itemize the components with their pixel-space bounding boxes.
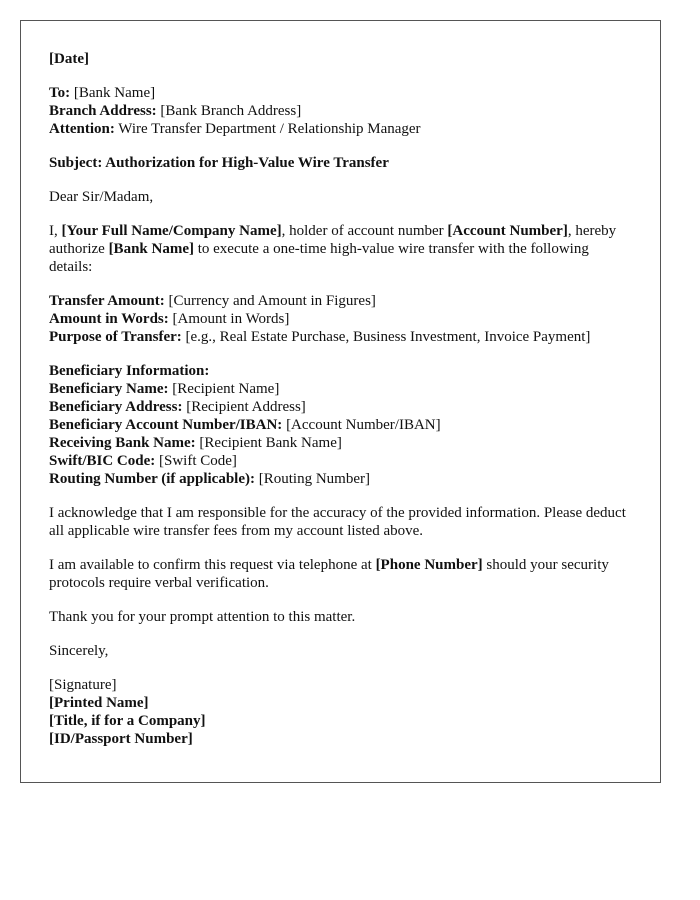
beneficiary-address-value: [Recipient Address] xyxy=(182,399,306,415)
beneficiary-heading: Beneficiary Information: xyxy=(49,363,210,379)
purpose-label: Purpose of Transfer: xyxy=(49,329,182,345)
transfer-details-block xyxy=(49,292,632,346)
confirmation-paragraph xyxy=(49,556,632,592)
signature-placeholder: [Signature] xyxy=(49,677,117,693)
intro-paragraph xyxy=(49,222,632,276)
beneficiary-block xyxy=(49,362,632,488)
intro-account-placeholder: [Account Number] xyxy=(447,223,568,239)
receiving-bank-value: [Recipient Bank Name] xyxy=(195,435,342,451)
intro-text-2: , holder of account number xyxy=(281,223,448,239)
purpose-value: [e.g., Real Estate Purchase, Business Investment, Invoice Payment] xyxy=(181,329,591,345)
date-block xyxy=(49,50,632,68)
purpose-line xyxy=(49,328,632,346)
branch-label: Branch Address: xyxy=(49,103,157,119)
printed-name: [Printed Name] xyxy=(49,695,149,711)
swift-line xyxy=(49,452,632,470)
intro-text-4: to execute a one-time high-value wire transfer with the following details: xyxy=(49,241,589,275)
acknowledgement-paragraph: I acknowledge that I am responsible for the accuracy of the provided information. Please deduct all applicable wire transfer fees from my account listed above. xyxy=(49,505,626,539)
beneficiary-name-value: [Recipient Name] xyxy=(168,381,280,397)
recipient-block xyxy=(49,84,632,138)
attention-line xyxy=(49,120,632,138)
transfer-amount-label: Transfer Amount: xyxy=(49,293,165,309)
confirm-text-2: should your security protocols require verbal verification. xyxy=(49,557,609,591)
closing: Sincerely, xyxy=(49,643,109,659)
beneficiary-account-value: [Account Number/IBAN] xyxy=(282,417,441,433)
signer-title: [Title, if for a Company] xyxy=(49,713,206,729)
beneficiary-account-line xyxy=(49,416,632,434)
transfer-amount-line xyxy=(49,292,632,310)
swift-label: Swift/BIC Code: xyxy=(49,453,156,469)
beneficiary-address-line xyxy=(49,398,632,416)
amount-words-line xyxy=(49,310,632,328)
letter-date: [Date] xyxy=(49,51,89,67)
branch-line xyxy=(49,102,632,120)
to-value: [Bank Name] xyxy=(70,85,156,101)
routing-value: [Routing Number] xyxy=(254,471,370,487)
routing-label: Routing Number (if applicable): xyxy=(49,471,255,487)
transfer-amount-value: [Currency and Amount in Figures] xyxy=(164,293,376,309)
salutation: Dear Sir/Madam, xyxy=(49,189,154,205)
attention-label: Attention: xyxy=(49,121,115,137)
receiving-bank-line xyxy=(49,434,632,452)
beneficiary-address-label: Beneficiary Address: xyxy=(49,399,183,415)
subject-block xyxy=(49,154,632,172)
id-number: [ID/Passport Number] xyxy=(49,731,193,747)
thanks-paragraph: Thank you for your prompt attention to this matter. xyxy=(49,609,356,625)
phone-placeholder: [Phone Number] xyxy=(375,557,483,573)
beneficiary-name-label: Beneficiary Name: xyxy=(49,381,169,397)
to-label: To: xyxy=(49,85,71,101)
routing-line xyxy=(49,470,632,488)
salutation-block xyxy=(49,188,632,206)
intro-bank-placeholder: [Bank Name] xyxy=(108,241,194,257)
branch-value: [Bank Branch Address] xyxy=(156,103,302,119)
amount-words-label: Amount in Words: xyxy=(49,311,169,327)
beneficiary-account-label: Beneficiary Account Number/IBAN: xyxy=(49,417,283,433)
intro-text-3: , hereby authorize xyxy=(49,223,617,257)
letter-document xyxy=(20,20,661,783)
receiving-bank-label: Receiving Bank Name: xyxy=(49,435,196,451)
swift-value: [Swift Code] xyxy=(155,453,237,469)
amount-words-value: [Amount in Words] xyxy=(168,311,290,327)
attention-value: Wire Transfer Department / Relationship Manager xyxy=(114,121,421,137)
intro-name-placeholder: [Your Full Name/Company Name] xyxy=(61,223,282,239)
signature-block xyxy=(49,676,632,748)
beneficiary-name-line xyxy=(49,380,632,398)
subject-line: Subject: Authorization for High-Value Wire Transfer xyxy=(49,155,389,171)
confirm-text-1: I am available to confirm this request via telephone at xyxy=(49,557,376,573)
intro-text-1: I, xyxy=(49,223,62,239)
to-line xyxy=(49,84,632,102)
